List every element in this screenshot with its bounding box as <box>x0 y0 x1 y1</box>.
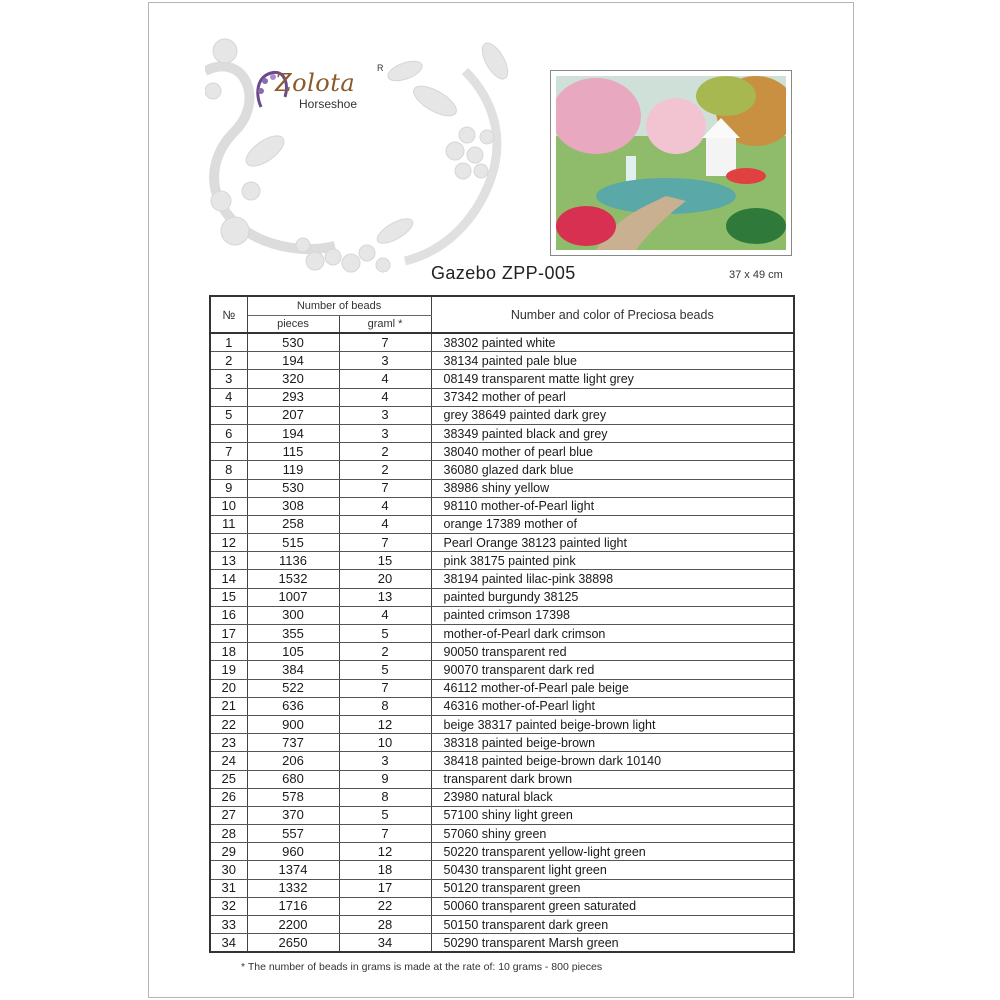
row-number: 11 <box>210 515 247 533</box>
row-pieces: 2650 <box>247 934 339 953</box>
row-number: 18 <box>210 643 247 661</box>
table-row <box>210 388 794 406</box>
row-bead-color: 38134 painted pale blue <box>431 352 794 370</box>
pattern-size: 37 x 49 cm <box>729 269 783 281</box>
row-grams: 2 <box>339 643 431 661</box>
row-number: 1 <box>210 333 247 352</box>
row-grams: 8 <box>339 697 431 715</box>
row-number: 5 <box>210 406 247 424</box>
row-bead-color: Pearl Orange 38123 painted light <box>431 534 794 552</box>
row-grams: 4 <box>339 370 431 388</box>
row-bead-color: 46112 mother-of-Pearl pale beige <box>431 679 794 697</box>
table-row <box>210 625 794 643</box>
row-pieces: 1332 <box>247 879 339 897</box>
table-row <box>210 715 794 733</box>
row-number: 24 <box>210 752 247 770</box>
table-row <box>210 552 794 570</box>
table-row <box>210 515 794 533</box>
row-number: 20 <box>210 679 247 697</box>
row-pieces: 115 <box>247 443 339 461</box>
row-pieces: 105 <box>247 643 339 661</box>
row-grams: 7 <box>339 333 431 352</box>
table-row <box>210 843 794 861</box>
row-bead-color: beige 38317 painted beige-brown light <box>431 715 794 733</box>
row-grams: 8 <box>339 788 431 806</box>
row-number: 4 <box>210 388 247 406</box>
row-bead-color: 38318 painted beige-brown <box>431 734 794 752</box>
row-grams: 15 <box>339 552 431 570</box>
header-bead-color: Number and color of Preciosa beads <box>431 296 794 333</box>
row-number: 10 <box>210 497 247 515</box>
row-bead-color: 08149 transparent matte light grey <box>431 370 794 388</box>
row-bead-color: painted burgundy 38125 <box>431 588 794 606</box>
row-number: 19 <box>210 661 247 679</box>
table-row <box>210 679 794 697</box>
row-pieces: 1007 <box>247 588 339 606</box>
table-row <box>210 370 794 388</box>
row-number: 13 <box>210 552 247 570</box>
table-row <box>210 788 794 806</box>
row-grams: 5 <box>339 661 431 679</box>
row-number: 22 <box>210 715 247 733</box>
row-pieces: 194 <box>247 424 339 442</box>
header-number: № <box>210 296 247 333</box>
table-row <box>210 770 794 788</box>
row-bead-color: 50060 transparent green saturated <box>431 897 794 915</box>
table-row <box>210 916 794 934</box>
row-grams: 20 <box>339 570 431 588</box>
row-bead-color: 38349 painted black and grey <box>431 424 794 442</box>
row-pieces: 119 <box>247 461 339 479</box>
row-pieces: 960 <box>247 843 339 861</box>
row-grams: 5 <box>339 625 431 643</box>
table-row <box>210 643 794 661</box>
table-row <box>210 697 794 715</box>
row-pieces: 1532 <box>247 570 339 588</box>
table-row <box>210 734 794 752</box>
table-row <box>210 661 794 679</box>
row-number: 29 <box>210 843 247 861</box>
row-pieces: 557 <box>247 825 339 843</box>
row-number: 12 <box>210 534 247 552</box>
row-number: 6 <box>210 424 247 442</box>
footnote: * The number of beads in grams is made at the rate of: 10 grams - 800 pieces <box>241 961 603 973</box>
bead-table <box>209 295 795 953</box>
row-grams: 17 <box>339 879 431 897</box>
row-number: 34 <box>210 934 247 953</box>
row-number: 31 <box>210 879 247 897</box>
header-number-of-beads: Number of beads <box>247 296 431 316</box>
row-number: 16 <box>210 606 247 624</box>
table-row <box>210 534 794 552</box>
row-pieces: 530 <box>247 479 339 497</box>
row-grams: 5 <box>339 806 431 824</box>
row-bead-color: transparent dark brown <box>431 770 794 788</box>
row-pieces: 530 <box>247 333 339 352</box>
row-pieces: 636 <box>247 697 339 715</box>
table-row <box>210 606 794 624</box>
row-pieces: 515 <box>247 534 339 552</box>
row-grams: 34 <box>339 934 431 953</box>
header-pieces: pieces <box>247 316 339 334</box>
registered-mark: R <box>377 63 384 73</box>
row-pieces: 522 <box>247 679 339 697</box>
row-pieces: 2200 <box>247 916 339 934</box>
row-pieces: 320 <box>247 370 339 388</box>
row-grams: 4 <box>339 388 431 406</box>
row-grams: 7 <box>339 479 431 497</box>
row-bead-color: 90070 transparent dark red <box>431 661 794 679</box>
row-grams: 4 <box>339 606 431 624</box>
table-row <box>210 424 794 442</box>
table-row <box>210 934 794 953</box>
row-number: 33 <box>210 916 247 934</box>
row-grams: 18 <box>339 861 431 879</box>
row-grams: 2 <box>339 443 431 461</box>
table-row <box>210 406 794 424</box>
row-number: 17 <box>210 625 247 643</box>
row-grams: 3 <box>339 406 431 424</box>
table-row <box>210 588 794 606</box>
table-row <box>210 897 794 915</box>
row-bead-color: 90050 transparent red <box>431 643 794 661</box>
bead-table-body <box>210 333 794 952</box>
row-bead-color: pink 38175 painted pink <box>431 552 794 570</box>
row-number: 30 <box>210 861 247 879</box>
logo-brand-name: Zolota <box>275 69 356 97</box>
row-bead-color: 38194 painted lilac-pink 38898 <box>431 570 794 588</box>
table-row <box>210 461 794 479</box>
row-pieces: 293 <box>247 388 339 406</box>
pattern-preview-image <box>550 70 792 256</box>
table-row <box>210 861 794 879</box>
row-grams: 10 <box>339 734 431 752</box>
row-grams: 22 <box>339 897 431 915</box>
row-bead-color: 23980 natural black <box>431 788 794 806</box>
row-pieces: 900 <box>247 715 339 733</box>
row-number: 32 <box>210 897 247 915</box>
table-row <box>210 352 794 370</box>
row-number: 28 <box>210 825 247 843</box>
row-grams: 9 <box>339 770 431 788</box>
row-number: 27 <box>210 806 247 824</box>
row-bead-color: 57060 shiny green <box>431 825 794 843</box>
header-grams: graml * <box>339 316 431 334</box>
row-grams: 3 <box>339 752 431 770</box>
row-number: 26 <box>210 788 247 806</box>
table-row <box>210 570 794 588</box>
row-number: 3 <box>210 370 247 388</box>
row-number: 25 <box>210 770 247 788</box>
row-pieces: 207 <box>247 406 339 424</box>
row-pieces: 258 <box>247 515 339 533</box>
table-row <box>210 879 794 897</box>
table-row <box>210 443 794 461</box>
pattern-title: Gazebo ZPP-005 <box>431 263 576 283</box>
table-row <box>210 825 794 843</box>
row-grams: 3 <box>339 352 431 370</box>
row-bead-color: orange 17389 mother of <box>431 515 794 533</box>
row-pieces: 384 <box>247 661 339 679</box>
row-bead-color: 38302 painted white <box>431 333 794 352</box>
row-pieces: 1716 <box>247 897 339 915</box>
row-grams: 7 <box>339 534 431 552</box>
row-grams: 13 <box>339 588 431 606</box>
row-bead-color: 38418 painted beige-brown dark 10140 <box>431 752 794 770</box>
table-row <box>210 806 794 824</box>
row-bead-color: 50220 transparent yellow-light green <box>431 843 794 861</box>
row-bead-color: 50290 transparent Marsh green <box>431 934 794 953</box>
row-pieces: 355 <box>247 625 339 643</box>
row-grams: 3 <box>339 424 431 442</box>
brand-logo <box>255 61 405 123</box>
table-row <box>210 479 794 497</box>
row-bead-color: mother-of-Pearl dark crimson <box>431 625 794 643</box>
row-bead-color: 38986 shiny yellow <box>431 479 794 497</box>
row-number: 7 <box>210 443 247 461</box>
row-bead-color: painted crimson 17398 <box>431 606 794 624</box>
row-number: 15 <box>210 588 247 606</box>
row-bead-color: 36080 glazed dark blue <box>431 461 794 479</box>
row-number: 2 <box>210 352 247 370</box>
row-grams: 7 <box>339 825 431 843</box>
row-bead-color: 57100 shiny light green <box>431 806 794 824</box>
row-pieces: 300 <box>247 606 339 624</box>
row-number: 8 <box>210 461 247 479</box>
row-bead-color: 37342 mother of pearl <box>431 388 794 406</box>
row-pieces: 308 <box>247 497 339 515</box>
row-number: 9 <box>210 479 247 497</box>
table-row <box>210 752 794 770</box>
row-bead-color: 50430 transparent light green <box>431 861 794 879</box>
row-pieces: 680 <box>247 770 339 788</box>
row-pieces: 206 <box>247 752 339 770</box>
row-number: 14 <box>210 570 247 588</box>
row-grams: 2 <box>339 461 431 479</box>
table-row <box>210 333 794 352</box>
row-pieces: 194 <box>247 352 339 370</box>
row-pieces: 1136 <box>247 552 339 570</box>
row-grams: 4 <box>339 497 431 515</box>
row-bead-color: 38040 mother of pearl blue <box>431 443 794 461</box>
row-number: 23 <box>210 734 247 752</box>
row-bead-color: 50120 transparent green <box>431 879 794 897</box>
row-pieces: 370 <box>247 806 339 824</box>
row-pieces: 1374 <box>247 861 339 879</box>
row-bead-color: 46316 mother-of-Pearl light <box>431 697 794 715</box>
logo-subtitle: Horseshoe <box>299 97 358 111</box>
pattern-sheet <box>148 2 854 998</box>
row-grams: 4 <box>339 515 431 533</box>
row-bead-color: 50150 transparent dark green <box>431 916 794 934</box>
row-bead-color: grey 38649 painted dark grey <box>431 406 794 424</box>
row-grams: 28 <box>339 916 431 934</box>
row-grams: 12 <box>339 843 431 861</box>
row-bead-color: 98110 mother-of-Pearl light <box>431 497 794 515</box>
row-number: 21 <box>210 697 247 715</box>
table-row <box>210 497 794 515</box>
row-pieces: 737 <box>247 734 339 752</box>
row-grams: 7 <box>339 679 431 697</box>
row-grams: 12 <box>339 715 431 733</box>
garden-gazebo-picture <box>556 76 786 250</box>
row-pieces: 578 <box>247 788 339 806</box>
